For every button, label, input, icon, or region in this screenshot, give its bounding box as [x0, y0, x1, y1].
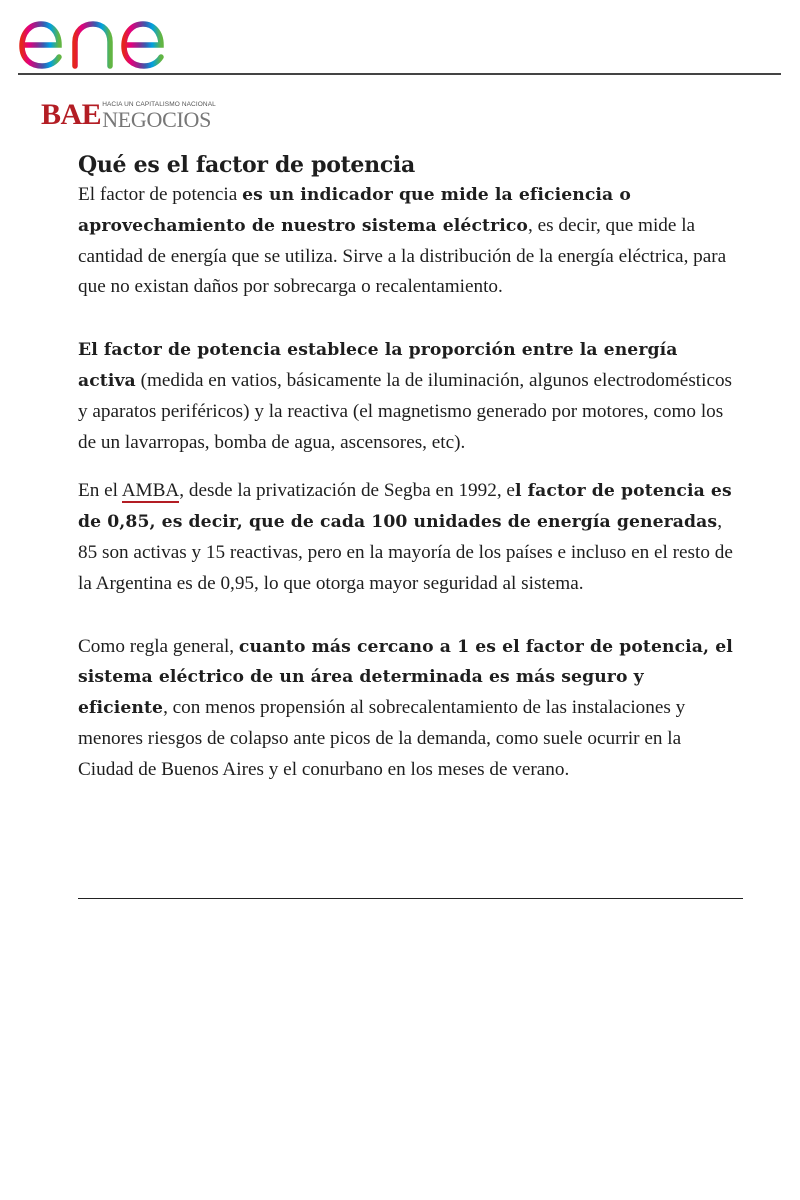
article-end-divider [78, 898, 743, 899]
article-paragraph-2 [78, 335, 738, 458]
article-paragraph-1 [78, 180, 738, 303]
article-heading: Qué es el factor de potencia [78, 152, 415, 178]
paragraph-text: , con menos propensión al sobrecalentamiento de las instalaciones y menores riesgos de colapso ante picos de la demanda, como suele ocurrir en la Ciudad de Buenos Aires y el conurbano en los meses de verano. [78, 697, 686, 780]
paragraph-bold-text: El factor de potencia establece la proporción entre la energía activa [78, 340, 678, 391]
paragraph-text: En el [78, 480, 122, 502]
bae-logo-right [102, 101, 216, 130]
amba-link[interactable]: AMBA [121, 480, 180, 502]
paragraph-text: Como regla general, [78, 635, 239, 657]
paragraph-bold-text: es un indicador que mide la eficiencia o aprovechamiento de nuestro sistema eléctrico [78, 185, 631, 236]
bae-negocios-logo [41, 96, 216, 130]
article-body [78, 150, 738, 786]
article-paragraph-3 [78, 476, 738, 599]
bae-logo-tagline: HACIA UN CAPITALISMO NACIONAL [102, 101, 216, 108]
article-paragraph-4 [78, 632, 738, 786]
paragraph-bold-text: l factor de potencia es de 0,85, es decir, que de cada 100 unidades de energía generadas [78, 481, 732, 533]
paragraph-bold-text: cuanto más cercano a 1 es el factor de potencia, el sistema eléctrico de un área determinada es más seguro y eficiente [78, 636, 733, 719]
paragraph-text: , desde la privatización de Segba en 1992, e [179, 480, 515, 502]
bae-logo-secondary: NEGOCIOS [102, 107, 212, 132]
paragraph-text: , es decir, que mide la cantidad de energía que se utiliza. Sirve a la distribución de la energía eléctrica, para que no existan daños por sobrecarga o recalentamiento. [78, 214, 727, 298]
header-divider [18, 73, 781, 75]
enel-logo [18, 4, 194, 70]
paragraph-text: El factor de potencia [78, 184, 243, 205]
paragraph-text: (medida en vatios, básicamente la de iluminación, algunos electrodomésticos y aparatos periféricos) y la reactiva (el magnetismo generado por motores, como los de un lavarropas, bomba de agua, ascensores, etc). [78, 369, 733, 453]
bae-logo-main: BAE [41, 98, 102, 131]
paragraph-text: , 85 son activas y 15 reactivas, pero en la mayoría de los países e incluso en el resto de la Argentina es de 0,95, lo que otorga mayor seguridad al sistema. [78, 511, 733, 594]
